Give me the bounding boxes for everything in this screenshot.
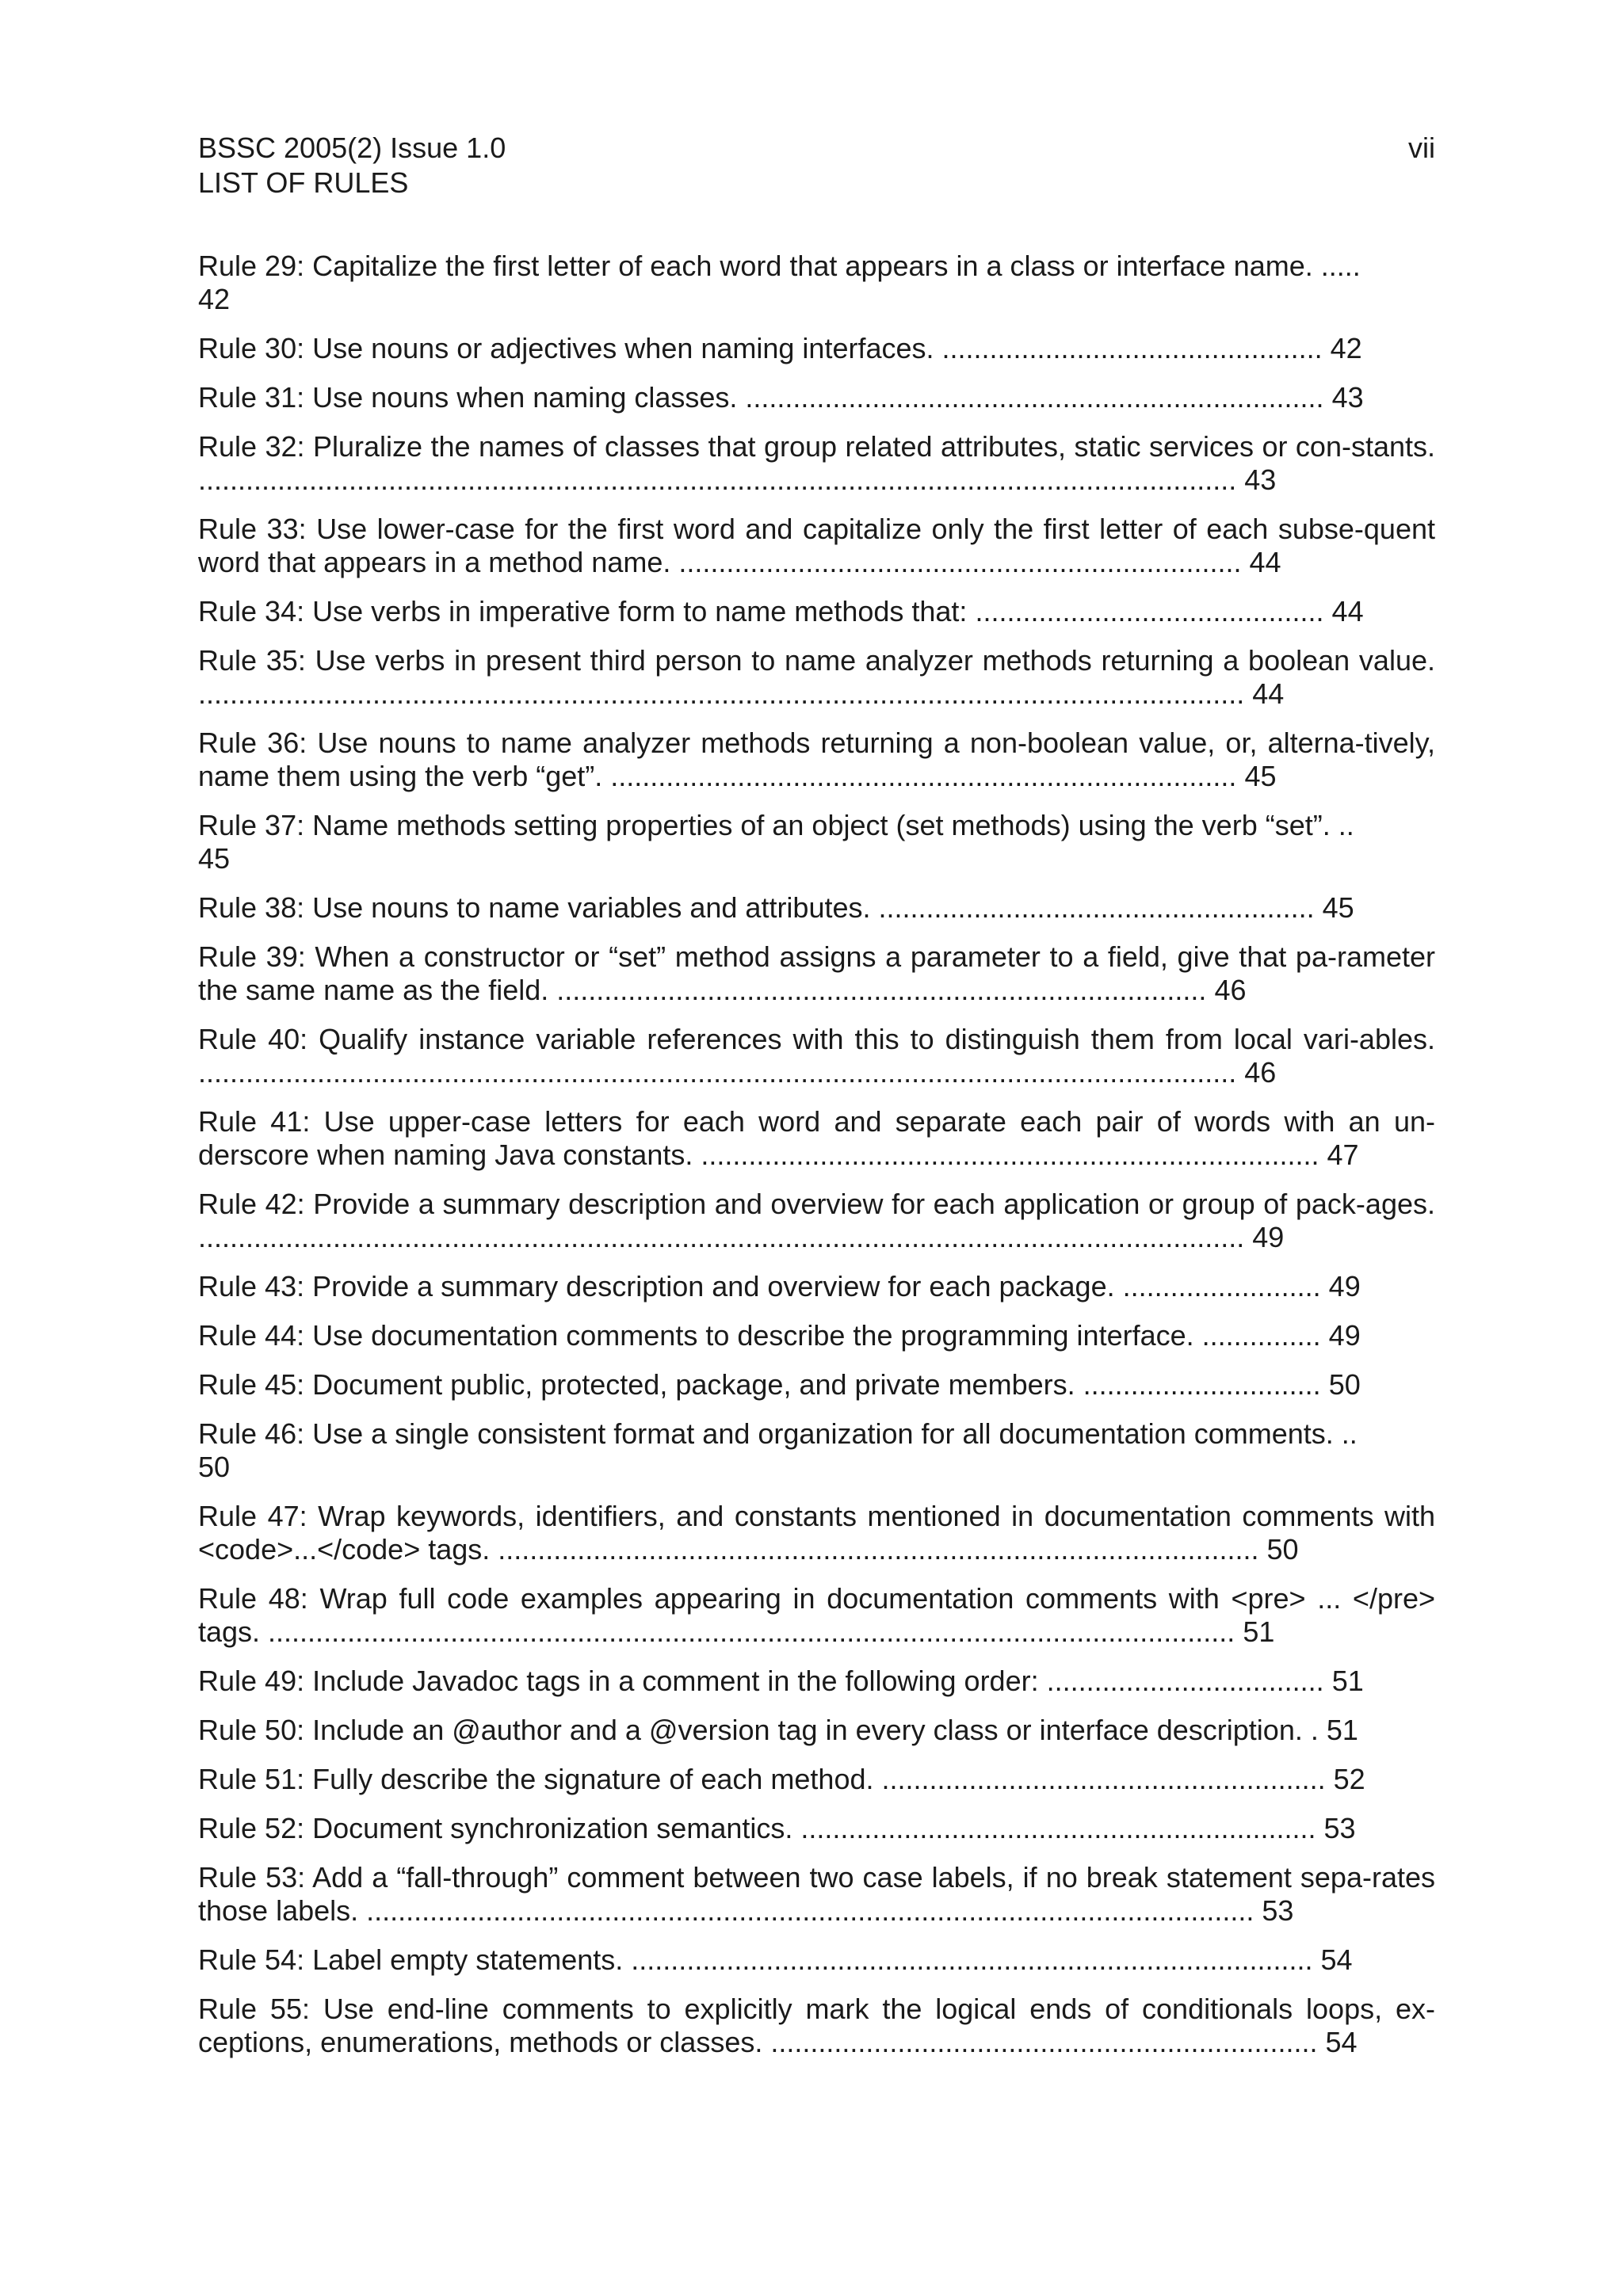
rule-text: Rule 38: Use nouns to name variables and attributes. bbox=[198, 891, 871, 924]
dot-leaders: .................................................................................................................................... bbox=[198, 677, 1245, 710]
rule-text: Rule 47: Wrap keywords, identifiers, and constants mentioned in documentation comments with <code>...</code> tags. bbox=[198, 1500, 1435, 1566]
dot-leaders: ........................................................ bbox=[873, 1763, 1326, 1795]
rule-entry bbox=[198, 1188, 1435, 1254]
rule-text: Rule 46: Use a single consistent format and organization for all documentation comments. bbox=[198, 1417, 1334, 1450]
rule-page-number: 54 bbox=[1325, 2026, 1358, 2058]
header-left bbox=[198, 131, 1435, 200]
dot-leaders: ................................................................................................ bbox=[490, 1533, 1259, 1566]
rule-text: Rule 40: Qualify instance variable references with this to distinguish them from local vari-ables. bbox=[198, 1023, 1435, 1055]
dot-leaders: ................................... bbox=[1038, 1665, 1324, 1697]
dot-leaders: ............................................ bbox=[967, 595, 1324, 627]
rule-page-number: 53 bbox=[1323, 1812, 1356, 1844]
dot-leaders: .............................................................................. bbox=[693, 1138, 1319, 1171]
rule-text: Rule 51: Fully describe the signature of each method. bbox=[198, 1763, 874, 1795]
rule-entry bbox=[198, 1993, 1435, 2059]
rule-page-number: 42 bbox=[198, 283, 231, 315]
dot-leaders: ...................................................................................... bbox=[623, 1943, 1313, 1976]
rule-page-number: 52 bbox=[1333, 1763, 1365, 1795]
rule-entry bbox=[198, 1763, 1435, 1796]
rule-entry bbox=[198, 595, 1435, 628]
rule-text: Rule 55: Use end-line comments to explicitly mark the logical ends of conditionals loops, ex-ceptions, enumerations, methods or classes. bbox=[198, 1993, 1435, 2058]
rule-text: Rule 32: Pluralize the names of classes that group related attributes, static services or con-stants. bbox=[198, 430, 1435, 463]
rule-page-number: 54 bbox=[1320, 1943, 1353, 1976]
rule-text: Rule 34: Use verbs in imperative form to name methods that: bbox=[198, 595, 968, 627]
rule-entry bbox=[198, 809, 1435, 875]
rule-page-number: 50 bbox=[198, 1451, 231, 1483]
page-header bbox=[198, 131, 1435, 200]
rule-entry bbox=[198, 1665, 1435, 1698]
rule-text: Rule 50: Include an @author and a @version tag in every class or interface description. bbox=[198, 1714, 1303, 1746]
rule-entry bbox=[198, 1270, 1435, 1303]
rule-text: Rule 45: Document public, protected, package, and private members. bbox=[198, 1368, 1075, 1401]
rule-text: Rule 48: Wrap full code examples appearing in documentation comments with <pre> ... </pre> tags. bbox=[198, 1582, 1435, 1648]
rule-entry bbox=[198, 891, 1435, 925]
dot-leaders: ......................................................................... bbox=[737, 381, 1324, 414]
rule-page-number: 45 bbox=[1244, 760, 1277, 792]
rule-entry bbox=[198, 250, 1435, 316]
dot-leaders: ................................................ bbox=[934, 332, 1323, 364]
rule-entry bbox=[198, 1417, 1435, 1484]
rule-entry bbox=[198, 1812, 1435, 1845]
document-id: BSSC 2005(2) Issue 1.0 bbox=[198, 132, 506, 164]
dot-leaders: . bbox=[1302, 1714, 1319, 1746]
rule-page-number: 46 bbox=[1214, 974, 1247, 1006]
rule-entry bbox=[198, 513, 1435, 579]
rule-page-number: 51 bbox=[1326, 1714, 1358, 1746]
rule-entry bbox=[198, 1023, 1435, 1089]
rule-text: Rule 52: Document synchronization semantics. bbox=[198, 1812, 793, 1844]
rule-entry bbox=[198, 430, 1435, 497]
rule-entry bbox=[198, 332, 1435, 365]
rule-entry bbox=[198, 644, 1435, 711]
section-title: LIST OF RULES bbox=[198, 166, 409, 199]
dot-leaders: ....................................................................... bbox=[670, 546, 1242, 578]
rule-page-number: 47 bbox=[1327, 1138, 1359, 1171]
rule-text: Rule 33: Use lower-case for the first word and capitalize only the first letter of each subse-quent word that appears in a method name. bbox=[198, 513, 1435, 578]
dot-leaders: .. bbox=[1333, 1417, 1358, 1450]
rule-text: Rule 42: Provide a summary description and overview for each application or group of pack-ages. bbox=[198, 1188, 1435, 1220]
page-number: vii bbox=[1408, 132, 1435, 164]
rule-text: Rule 36: Use nouns to name analyzer methods returning a non-boolean value, or, alterna-tively, name them using the verb “get”. bbox=[198, 727, 1435, 792]
dot-leaders: ....................................................... bbox=[870, 891, 1315, 924]
dot-leaders: ..................................................................... bbox=[762, 2026, 1318, 2058]
rule-page-number: 50 bbox=[1328, 1368, 1361, 1401]
rule-text: Rule 43: Provide a summary description and overview for each package. bbox=[198, 1270, 1115, 1302]
rule-entry bbox=[198, 1714, 1435, 1747]
rule-page-number: 44 bbox=[1252, 677, 1285, 710]
dot-leaders: .......................................................................................................................... bbox=[260, 1615, 1235, 1648]
rule-text: Rule 37: Name methods setting properties of an object (set methods) using the verb “set”. bbox=[198, 809, 1331, 841]
rule-text: Rule 39: When a constructor or “set” method assigns a parameter to a field, give that pa-rameter the same name as the field. bbox=[198, 940, 1435, 1006]
dot-leaders: .................................................................................. bbox=[548, 974, 1207, 1006]
rule-page-number: 49 bbox=[1328, 1270, 1361, 1302]
dot-leaders: .. bbox=[1330, 809, 1354, 841]
rule-entry bbox=[198, 1319, 1435, 1352]
rule-text: Rule 29: Capitalize the first letter of each word that appears in a class or interface name. bbox=[198, 250, 1313, 282]
rule-text: Rule 31: Use nouns when naming classes. bbox=[198, 381, 738, 414]
rule-entry bbox=[198, 1368, 1435, 1402]
rule-entry bbox=[198, 940, 1435, 1007]
rule-text: Rule 44: Use documentation comments to describe the programming interface. bbox=[198, 1319, 1194, 1352]
rule-entry bbox=[198, 1582, 1435, 1649]
rule-page-number: 51 bbox=[1243, 1615, 1275, 1648]
rule-page-number: 45 bbox=[198, 842, 231, 875]
rule-page-number: 43 bbox=[1244, 463, 1277, 496]
rule-page-number: 45 bbox=[1322, 891, 1354, 924]
rule-text: Rule 53: Add a “fall-through” comment between two case labels, if no break statement sepa-rates those labels. bbox=[198, 1861, 1435, 1927]
list-of-rules bbox=[198, 250, 1435, 2059]
rule-page-number: 51 bbox=[1331, 1665, 1364, 1697]
dot-leaders: ................................................................................................................................... bbox=[198, 1056, 1237, 1089]
rule-page-number: 43 bbox=[1331, 381, 1364, 414]
rule-page-number: 49 bbox=[1252, 1221, 1285, 1253]
rule-text: Rule 30: Use nouns or adjectives when naming interfaces. bbox=[198, 332, 934, 364]
rule-text: Rule 41: Use upper-case letters for each word and separate each pair of words with an un-derscore when naming Java constants. bbox=[198, 1105, 1435, 1171]
dot-leaders: ............................................................................... bbox=[602, 760, 1237, 792]
dot-leaders: ..... bbox=[1312, 250, 1361, 282]
dot-leaders: .................................................................................................................................... bbox=[198, 1221, 1245, 1253]
dot-leaders: ................................................................................................................................... bbox=[198, 463, 1237, 496]
rule-text: Rule 54: Label empty statements. bbox=[198, 1943, 624, 1976]
dot-leaders: ................................................................. bbox=[792, 1812, 1316, 1844]
dot-leaders: .............................. bbox=[1075, 1368, 1321, 1401]
rule-entry bbox=[198, 727, 1435, 793]
rule-entry bbox=[198, 1943, 1435, 1977]
rule-page-number: 46 bbox=[1244, 1056, 1277, 1089]
rule-entry bbox=[198, 1500, 1435, 1566]
rule-text: Rule 49: Include Javadoc tags in a comment in the following order: bbox=[198, 1665, 1039, 1697]
rule-page-number: 53 bbox=[1262, 1894, 1294, 1927]
rule-page-number: 49 bbox=[1328, 1319, 1361, 1352]
document-page bbox=[198, 131, 1435, 2075]
rule-page-number: 50 bbox=[1266, 1533, 1299, 1566]
rule-entry bbox=[198, 1105, 1435, 1172]
rule-entry bbox=[198, 381, 1435, 414]
rule-text: Rule 35: Use verbs in present third person to name analyzer methods returning a boolean value. bbox=[198, 644, 1435, 677]
dot-leaders: ......................... bbox=[1114, 1270, 1321, 1302]
rule-page-number: 44 bbox=[1331, 595, 1364, 627]
rule-page-number: 42 bbox=[1330, 332, 1362, 364]
rule-page-number: 44 bbox=[1249, 546, 1281, 578]
dot-leaders: ............... bbox=[1193, 1319, 1321, 1352]
dot-leaders: ................................................................................................................ bbox=[358, 1894, 1254, 1927]
rule-entry bbox=[198, 1861, 1435, 1928]
